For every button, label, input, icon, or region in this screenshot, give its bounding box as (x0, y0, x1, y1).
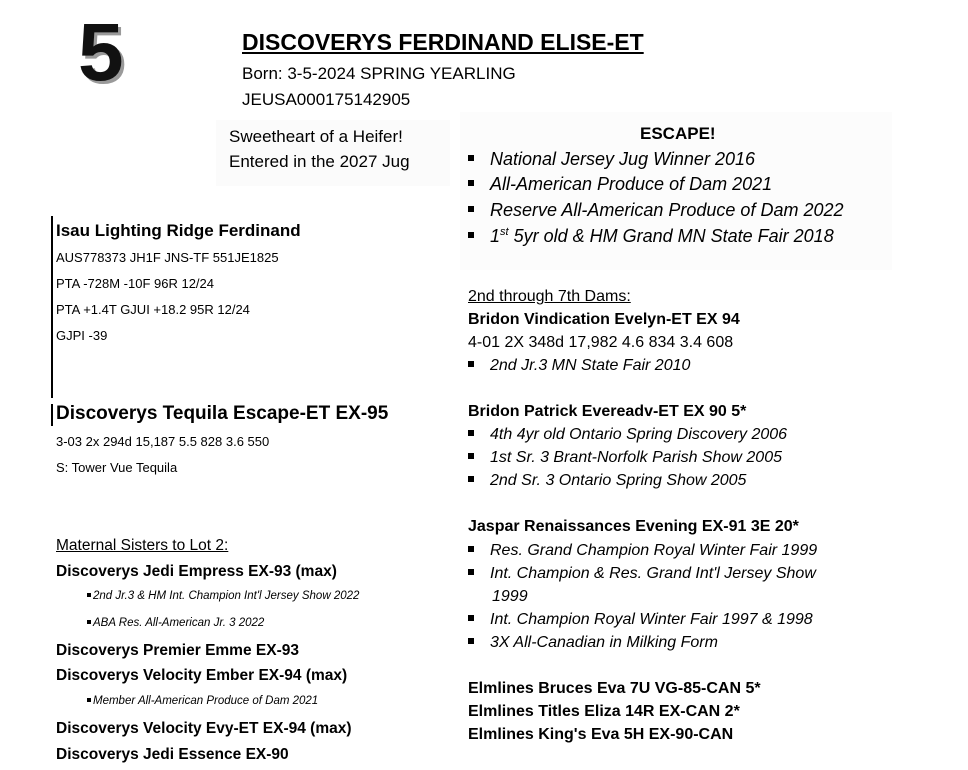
dam-5-name: Elmlines Bruces Eva 7U VG-85-CAN 5* (468, 680, 761, 697)
registration-number: JEUSA000175142905 (242, 90, 411, 109)
bullet-icon (468, 615, 474, 621)
dam-record: 3-03 2x 294d 15,187 5.5 828 3.6 550 (56, 434, 270, 449)
bullet-icon (468, 546, 474, 552)
born-line: Born: 3-5-2024 SPRING YEARLING (242, 64, 516, 83)
bullet-icon (468, 155, 474, 161)
sister-1-name: Discoverys Jedi Empress EX-93 (max) (56, 563, 337, 580)
sister-3-name: Discoverys Velocity Ember EX-94 (max) (56, 667, 348, 684)
bullet-icon (87, 593, 91, 597)
sire-bar (51, 216, 53, 398)
dam-4-award-3: Int. Champion Royal Winter Fair 1997 & 1998 (468, 611, 813, 629)
dam-2-award-1: 2nd Jr.3 MN State Fair 2010 (468, 357, 690, 375)
sister-1-note-1: 2nd Jr.3 & HM Int. Champion Int'l Jersey Show 2022 (87, 590, 359, 602)
bullet-icon (87, 620, 91, 624)
dam-sire: S: Tower Vue Tequila (56, 460, 178, 475)
bullet-icon (87, 698, 91, 702)
bullet-icon (468, 361, 474, 367)
dam-4-award-1: Res. Grand Champion Royal Winter Fair 1999 (468, 542, 817, 560)
dam-4-award-2: Int. Champion & Res. Grand Int'l Jersey Show (468, 565, 816, 583)
sire-name: Isau Lighting Ridge Ferdinand (56, 221, 301, 240)
dams-heading: 2nd through 7th Dams: (468, 288, 631, 305)
sister-3-note-1: Member All-American Produce of Dam 2021 (87, 695, 318, 707)
escape-heading: ESCAPE! (640, 124, 716, 143)
sister-4-name: Discoverys Velocity Evy-ET EX-94 (max) (56, 720, 352, 737)
dam-3-award-3: 2nd Sr. 3 Ontario Spring Show 2005 (468, 472, 746, 490)
sire-line-2: PTA -728M -10F 96R 12/24 (56, 276, 215, 291)
dam-3-award-2: 1st Sr. 3 Brant-Norfolk Parish Show 2005 (468, 449, 782, 467)
dam-6-name: Elmlines Titles Eliza 14R EX-CAN 2* (468, 703, 740, 720)
callout-line-2: Entered in the 2027 Jug (229, 152, 410, 171)
dam-4-name: Jaspar Renaissances Evening EX-91 3E 20* (468, 518, 799, 535)
escape-award-2: All-American Produce of Dam 2021 (468, 174, 772, 195)
dam-name: Discoverys Tequila Escape-ET EX-95 (56, 403, 389, 424)
sire-line-4: GJPI -39 (56, 328, 108, 343)
sisters-heading: Maternal Sisters to Lot 2: (56, 537, 229, 554)
dam-7-name: Elmlines King's Eva 5H EX-90-CAN (468, 726, 734, 743)
sister-2-name: Discoverys Premier Emme EX-93 (56, 642, 299, 659)
sire-line-3: PTA +1.4T GJUI +18.2 95R 12/24 (56, 302, 250, 317)
bullet-icon (468, 180, 474, 186)
bullet-icon (468, 206, 474, 212)
bullet-icon (468, 638, 474, 644)
animal-name: DISCOVERYS FERDINAND ELISE-ET (242, 29, 644, 55)
dam-2-record: 4-01 2X 348d 17,982 4.6 834 3.4 608 (468, 334, 734, 351)
bullet-icon (468, 430, 474, 436)
dam-3-award-1: 4th 4yr old Ontario Spring Discovery 2006 (468, 426, 787, 444)
bullet-icon (468, 476, 474, 482)
escape-award-3: Reserve All-American Produce of Dam 2022 (468, 200, 844, 221)
bullet-icon (468, 453, 474, 459)
escape-award-4: 1st 5yr old & HM Grand MN State Fair 2018 (468, 226, 834, 247)
sister-5-name: Discoverys Jedi Essence EX-90 (56, 746, 289, 763)
sister-1-note-2: ABA Res. All-American Jr. 3 2022 (87, 617, 264, 629)
sire-line-1: AUS778373 JH1F JNS-TF 551JE1825 (56, 250, 279, 265)
dam-bar (51, 404, 53, 426)
lot-number: 5 (78, 7, 124, 98)
dam-3-name: Bridon Patrick Evereadv-ET EX 90 5* (468, 403, 747, 420)
dam-4-award-4: 3X All-Canadian in Milking Form (468, 634, 718, 652)
callout-line-1: Sweetheart of a Heifer! (229, 127, 403, 146)
dam-4-award-2-cont: 1999 (492, 588, 528, 605)
bullet-icon (468, 569, 474, 575)
bullet-icon (468, 232, 474, 238)
escape-award-1: National Jersey Jug Winner 2016 (468, 149, 755, 170)
dam-2-name: Bridon Vindication Evelyn-ET EX 94 (468, 311, 740, 328)
